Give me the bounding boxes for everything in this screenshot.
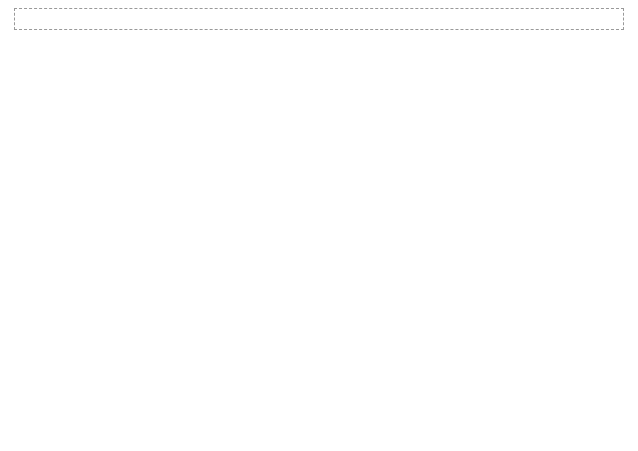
notice (14, 8, 624, 30)
